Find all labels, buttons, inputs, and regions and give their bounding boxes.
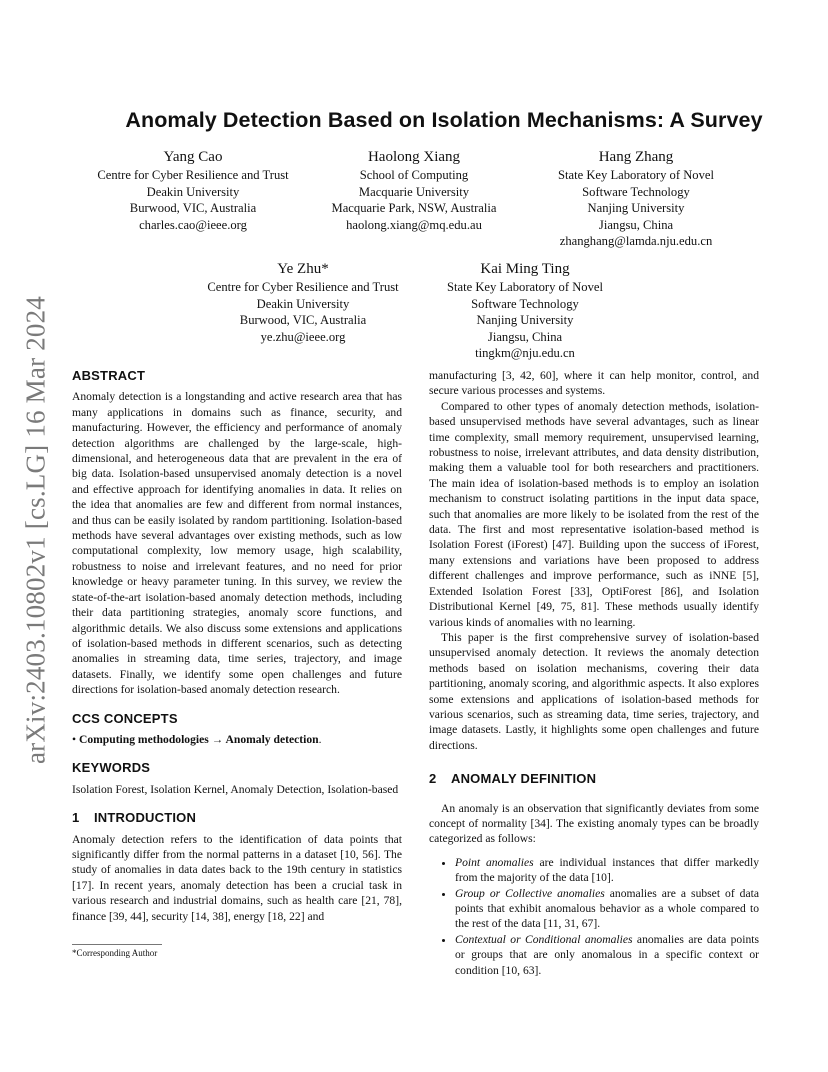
ccs-concepts [72,732,402,747]
author-affiliation: Deakin University [256,296,350,311]
section-number: 1 [72,810,80,826]
section-heading-anomaly-definition [429,771,759,786]
keywords-text: Isolation Forest, Isolation Kernel, Anomaly Detection, Isolation-based [72,782,399,796]
arxiv-sidebar [14,250,58,810]
author-block [447,260,603,362]
author-affiliation: Nanjing University [476,313,574,327]
author-email: charles.cao@ieee.org [139,217,247,232]
author-email: haolong.xiang@mq.edu.au [346,217,482,232]
abstract-text: Anomaly detection is a longstanding and active research area that has many applications in domains such as finance, security, and manufacturing. However, the efficiency and performance of anomaly detection algorithms are challenged by the large-scale, high-dimensional, and heterogeneous data that are prevalent in the era of big data. Isolation-based unsupervised anomaly detection is a novel and effective approach for identifying anomalies in data. It relies on the idea that anomalies are few and different from normal instances, and thus can be easily isolated by random partitioning. Isolation-based methods have several advantages over existing methods, such as low computational complexity, low memory usage, high scalability, robustness to noise and irrelevant features, and no need for prior knowledge or heavy parameter tuning. In this survey, we review the state-of-the-art isolation-based anomaly detection methods, including their data partitioning strategies, anomaly score functions, and algorithmic details. We also discuss some extensions and applications of isolation-based methods in different scenarios, such as detecting anomalies in streaming data, time series, trajectory, and image datasets. Finally, we identify some open challenges and future directions for isolation-based anomaly detection research. [72,390,402,697]
footnote-text: *Corresponding Author [72,948,158,958]
anomaly-type-description: anomalies are data points or groups that are only anomalous in a specific context or condition [10, 63]. [455,932,759,977]
author-affiliation: Software Technology [471,296,579,311]
author-affiliation: State Key Laboratory of Novel [558,168,714,182]
author-block [558,148,714,250]
intro-paragraph-continued: manufacturing [3, 42, 60], where it can help monitor, control, and secure various processes and systems. [429,369,759,398]
author-affiliation: Nanjing University [587,201,685,215]
author-affiliation: Centre for Cyber Resilience and Trust [207,280,399,294]
author-affiliation: Jiangsu, China [598,217,674,232]
author-email: tingkm@nju.edu.cn [475,346,575,360]
author-affiliation: Software Technology [582,184,690,199]
definition-paragraph: An anomaly is an observation that significantly deviates from some concept of normality [34]. The existing anomaly types can be broadly categorized as follows: [429,801,759,846]
author-email: zhanghang@lamda.nju.edu.cn [559,234,713,248]
author-block [207,260,398,345]
author-name: Kai Ming Ting [480,261,570,277]
arxiv-identifier: arXiv:2403.10802v1 [cs.LG] 16 Mar 2024 [20,295,51,765]
author-affiliation: Macquarie University [358,184,470,199]
ccs-bullet: • [72,732,77,746]
list-item [455,886,759,932]
footnote [72,944,162,958]
author-email: ye.zhu@ieee.org [260,329,346,344]
keywords-heading: KEYWORDS [72,760,151,776]
intro-paragraph: Compared to other types of anomaly detection methods, isolation-based unsupervised methods have several advantages, such as linear time complexity, small memory requirement, unsupervised learning, robustness to noise, irrelevant attributes, and data density distribution, making them a valuable tool for both researchers and practitioners. The main idea of isolation-based methods is to employ an isolation mechanism to construct isolating partitions in the input data space, such that anomalies are more likely to be isolated from the rest of the data. The first and most representative isolation-based method is Isolation Forest (iForest) [47]. Building upon the success of iForest, many extensions and variations have been proposed to address different challenges and improve performance, such as iNNE [5], Extended Isolation Forest [33], OptiForest [86], and Isolation Distributional Kernel [49, 75, 81]. These methods usually identify various kinds of anomalies with no learning. [429,399,759,629]
author-affiliation: Deakin University [146,184,240,199]
author-affiliation: Centre for Cyber Resilience and Trust [97,168,289,182]
section-number: 2 [429,771,437,787]
author-block [97,148,288,233]
anomaly-type-term: Group or Collective anomalies [455,886,605,900]
section-heading-introduction [72,810,402,825]
author-affiliation: Macquarie Park, NSW, Australia [331,201,497,215]
ccs-end: . [318,732,322,746]
author-affiliation: Jiangsu, China [487,329,563,344]
anomaly-type-term: Point anomalies [455,855,534,869]
abstract-heading: ABSTRACT [72,368,146,383]
author-affiliation: School of Computing [359,168,469,182]
intro-paragraph: Anomaly detection refers to the identification of data points that significantly differ from the normal patterns in a dataset [10, 56]. The study of anomalies in data dates back to the 19th century in statistics [17]. In recent years, anomaly detection has been a crucial task in various research and industrial domains, such as health care [21, 78], finance [39, 44], security [14, 38], energy [18, 22] and [72,832,402,923]
right-column [429,368,759,978]
author-affiliation: State Key Laboratory of Novel [447,280,603,294]
paper-title: Anomaly Detection Based on Isolation Mechanisms: A Survey [125,108,763,132]
anomaly-type-description: are individual instances that differ markedly from the majority of the data [10]. [455,855,759,885]
author-name: Ye Zhu* [277,261,329,277]
author-affiliation: Burwood, VIC, Australia [129,201,257,215]
left-column [72,368,402,924]
list-item [455,932,759,978]
author-name: Haolong Xiang [367,149,461,165]
author-block [332,148,497,233]
anomaly-types-list [429,855,759,978]
list-item [455,855,759,886]
anomaly-type-term: Contextual or Conditional anomalies [455,932,633,946]
ccs-item: Computing methodologies → Anomaly detection [78,732,319,746]
anomaly-type-description: anomalies are a subset of data points that exhibit anomalous behavior as a whole compared to the rest of the data [11, 31, 67]. [455,886,759,931]
author-name: Hang Zhang [598,149,674,165]
section-title: INTRODUCTION [94,810,197,826]
section-title: ANOMALY DEFINITION [451,771,597,787]
intro-paragraph: This paper is the first comprehensive survey of isolation-based unsupervised anomaly detection. It reviews the anomaly detection methods based on isolation mechanisms, covering their data partitioning, anomaly scoring, and algorithmic aspects. It also explores some extensions and applications of isolation-based methods for various scenarios, such as streaming data, time series, trajectory, and image datasets. Lastly, it highlights some open challenges and future directions. [429,630,759,752]
author-affiliation: Burwood, VIC, Australia [239,313,367,327]
author-name: Yang Cao [163,149,223,165]
ccs-heading: CCS CONCEPTS [72,710,178,726]
